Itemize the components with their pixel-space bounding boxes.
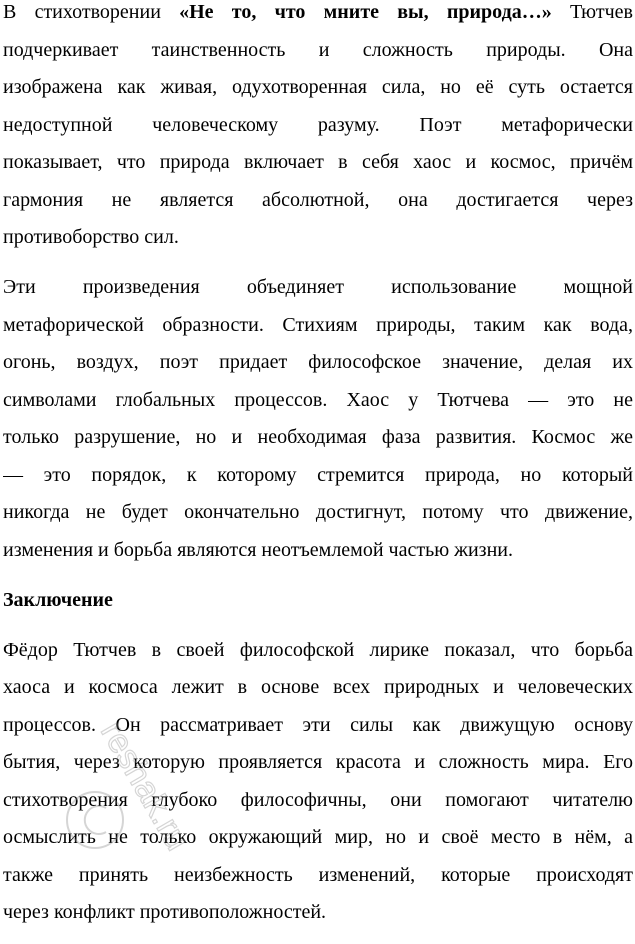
text-line: символами глобальных процессов. Хаос у Тютчева — это не xyxy=(3,388,633,411)
text-line: изменения и борьба являются неотъемлемой частью жизни. xyxy=(3,538,513,561)
text-line: процессов. Он рассматривает эти силы как движущую основу xyxy=(3,713,633,736)
text-line: бытия, через которую проявляется красота и сложность мира. Его xyxy=(3,751,633,773)
text-line xyxy=(3,0,633,32)
text-line: также принять неизбежность изменений, которые происходят xyxy=(3,863,633,886)
text: Тютчев xyxy=(551,1,633,23)
text-line: гармония не является абсолютной, она достигается через xyxy=(3,188,633,211)
text-line: стихотворения глубоко философичны, они помогают читателю xyxy=(3,788,633,811)
text-line: метафорической образности. Стихиям природы, таким как вода, xyxy=(3,313,633,336)
text-line: изображена как живая, одухотворенная сила, но её суть остается xyxy=(3,76,633,98)
text-line: осмыслить не только окружающий мир, но и своё место в нём, а xyxy=(3,826,633,848)
poem-title: «Не то, что мните вы, природа…» xyxy=(179,1,552,23)
text-line: хаоса и космоса лежит в основе всех природных и человеческих xyxy=(3,676,633,698)
text-line: противоборство сил. xyxy=(3,226,179,248)
paragraph-2 xyxy=(3,269,633,569)
paragraph-3 xyxy=(3,632,633,932)
text-line: подчеркивает таинственность и сложность природы. Она xyxy=(3,38,633,61)
text-line: никогда не будет окончательно достигнут, потому что движение, xyxy=(3,501,633,523)
text-line: огонь, воздух, поэт придает философское значение, делая их xyxy=(3,351,633,373)
svg-text:reshak.ru: reshak.ru xyxy=(93,715,197,857)
paragraph-1 xyxy=(3,0,633,257)
text-line: Фёдор Тютчев в своей философской лирике показал, что борьба xyxy=(3,638,633,661)
text-line: только разрушение, но и необходимая фаза развития. Космос же xyxy=(3,426,633,448)
document xyxy=(3,0,633,944)
section-heading: Заключение xyxy=(3,588,113,611)
text-line: показывает, что природа включает в себя хаос и космос, причём xyxy=(3,151,633,173)
text-line: — это порядок, к которому стремится природа, но который xyxy=(3,463,633,486)
text-line: недоступной человеческому разуму. Поэт метафорически xyxy=(3,113,633,136)
text: В стихотворении xyxy=(3,1,180,23)
text-line: Эти произведения объединяет использование мощной xyxy=(3,276,633,298)
text-line: через конфликт противоположностей. xyxy=(3,901,327,923)
